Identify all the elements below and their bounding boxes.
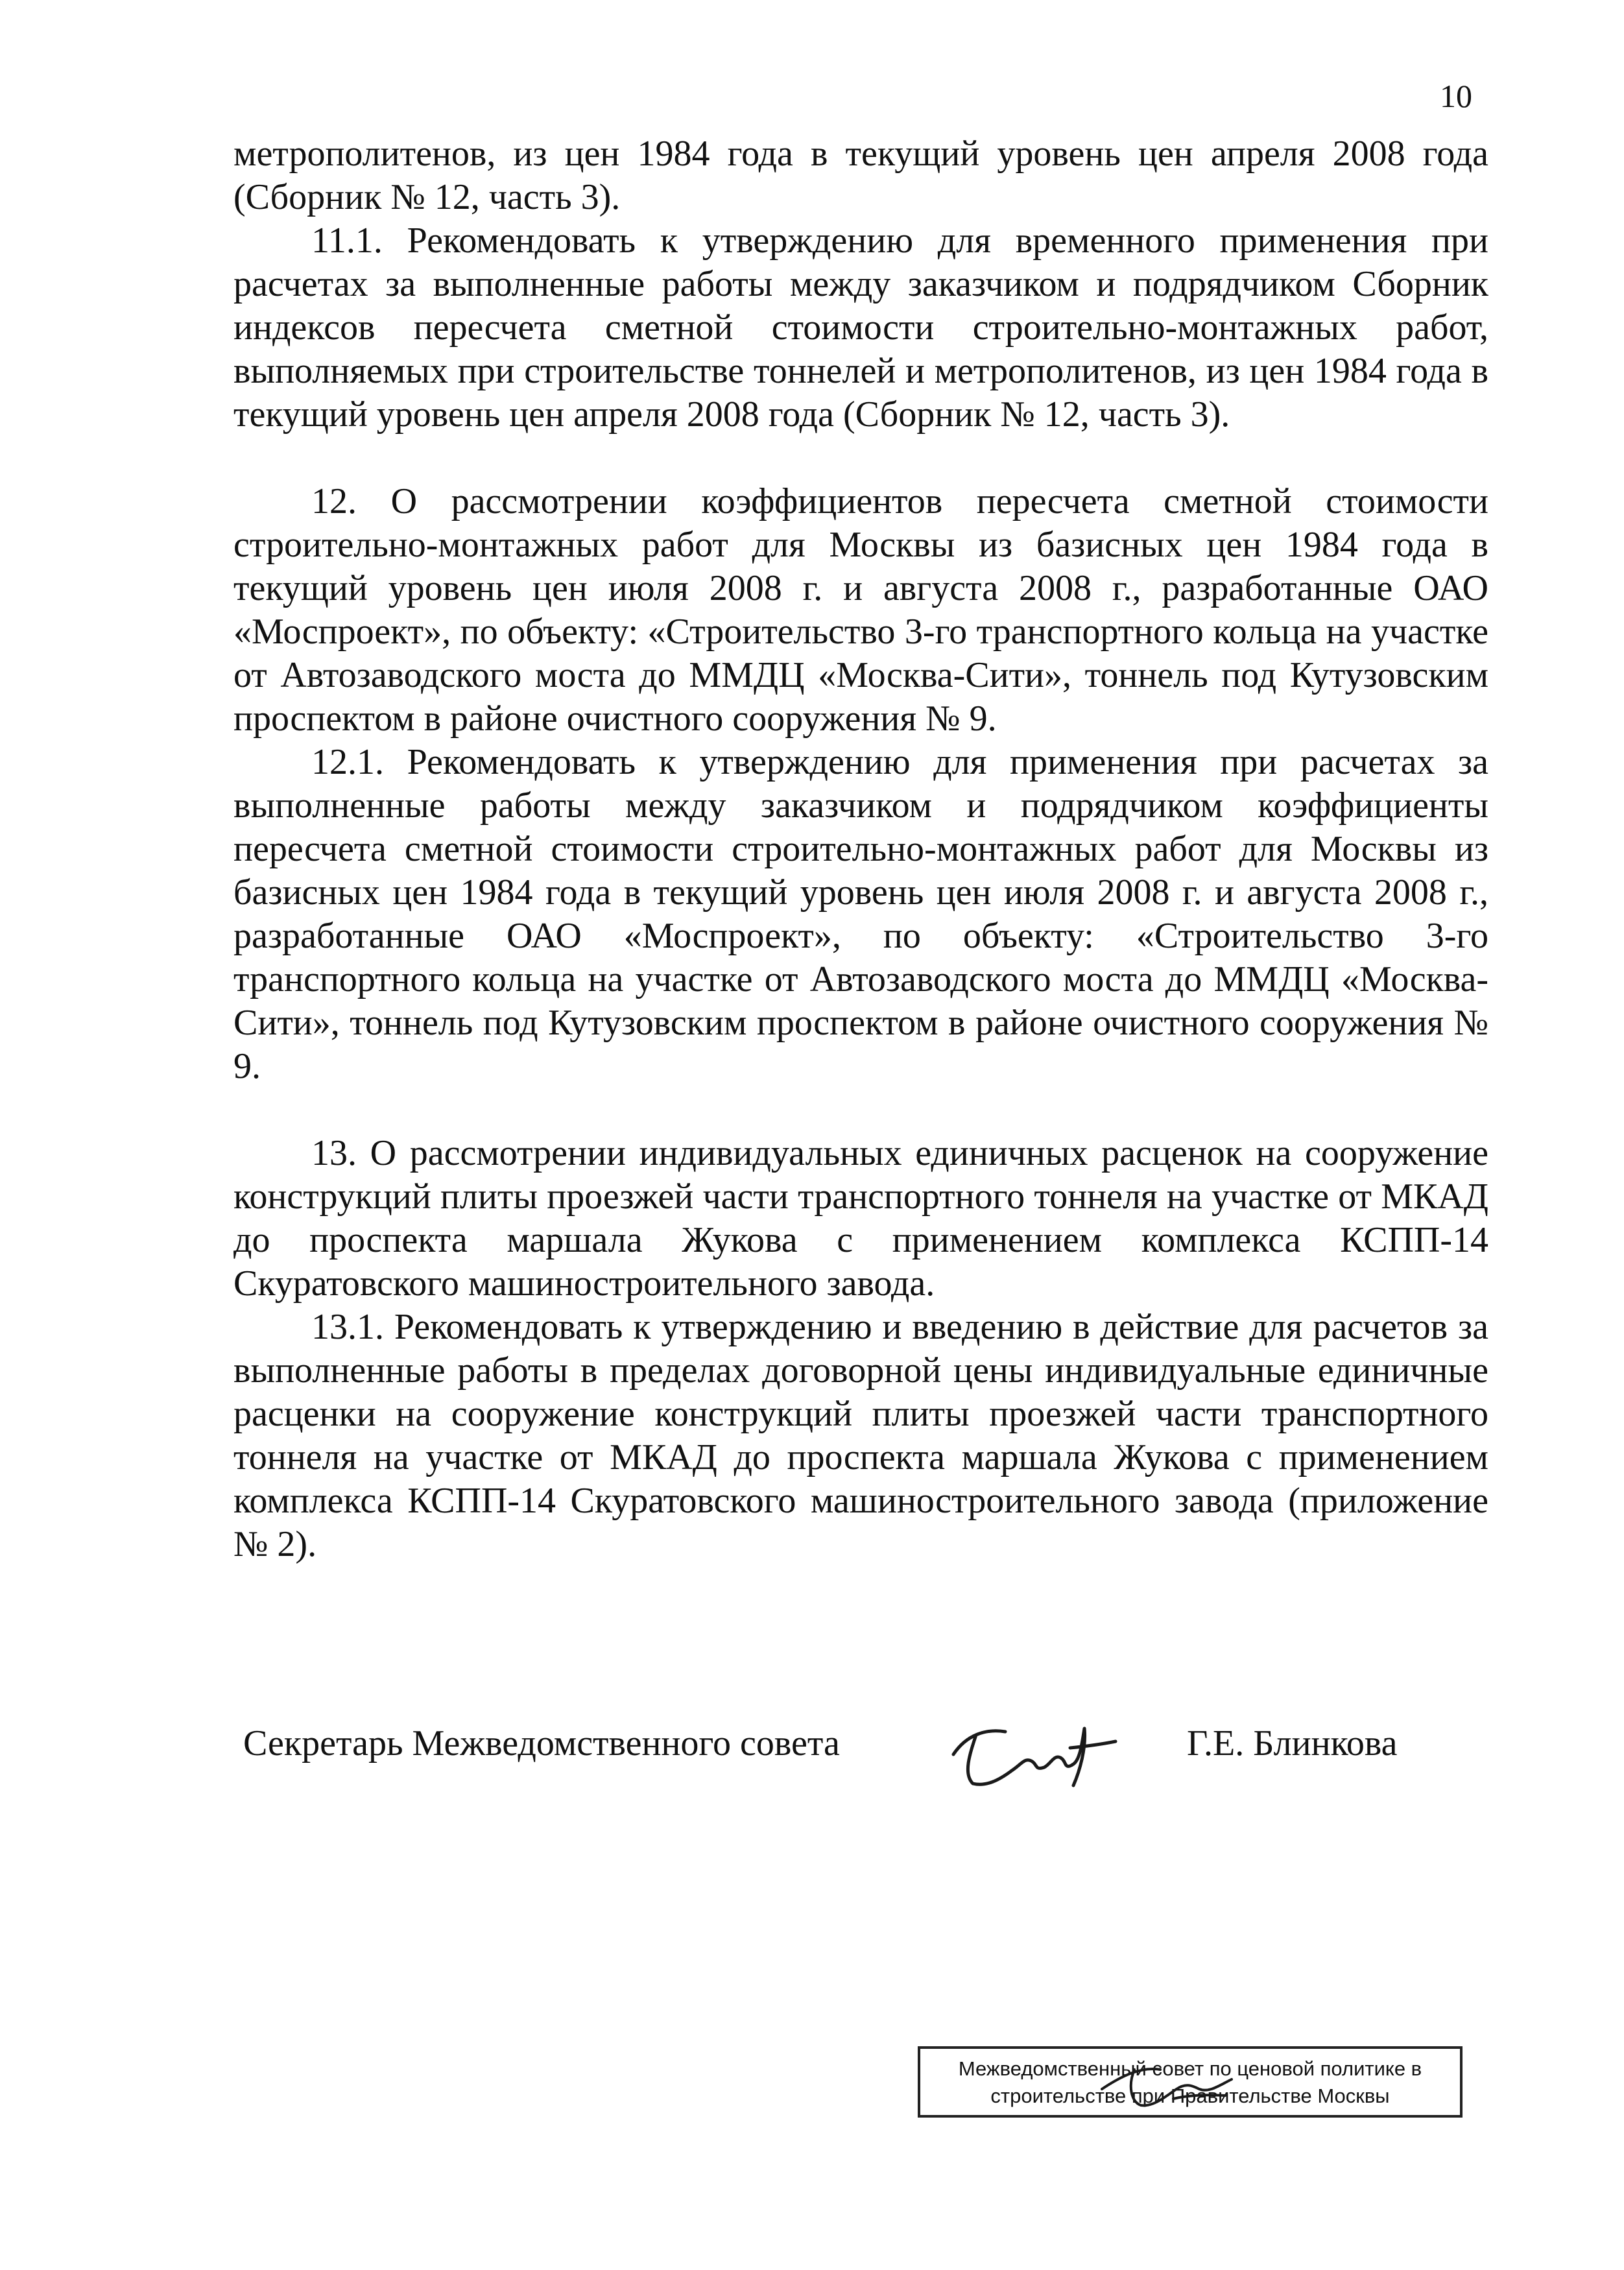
document-body: [233, 132, 1488, 1566]
paragraph-12: 12. О рассмотрении коэффициентов пересчета сметной стоимости строительно-монтажных работ для Москвы из базисных цен 1984 года в текущий уровень цен июля 2008 г. и августа 2008 г., разработанные ОАО «Моспроект», по объекту: «Строительство 3-го транспортного кольца на участке от Автозаводского моста до ММДЦ «Москва-Сити», тоннель под Кутузовским проспектом в районе очистного сооружения № 9.: [233, 481, 1488, 739]
paragraph-12-1: 12.1. Рекомендовать к утверждению для применения при расчетах за выполненные работы между заказчиком и подрядчиком коэффициенты пересчета сметной стоимости строительно-монтажных работ для Москвы из базисных цен 1984 года в текущий уровень цен июля 2008 г. и августа 2008 г., разработанные ОАО «Моспроект», по объекту: «Строительство 3-го транспортного кольца на участке от Автозаводского моста до ММДЦ «Москва-Сити», тоннель под Кутузовским проспектом в районе очистного сооружения № 9.: [233, 742, 1488, 1086]
paragraph-13: 13. О рассмотрении индивидуальных единичных расценок на сооружение конструкций плиты проезжей части транспортного тоннеля на участке от МКАД до проспекта маршала Жукова с применением комплекса КСПП-14 Скуратовского машиностроительного завода.: [233, 1133, 1488, 1304]
signatory-name: Г.Е. Блинкова: [1187, 1723, 1398, 1763]
signatory-title: Секретарь Межведомственного совета: [243, 1723, 840, 1763]
page-number: 10: [1440, 78, 1472, 114]
paragraph-13-1: 13.1. Рекомендовать к утверждению и введению в действие для расчетов за выполненные работы в пределах договорной цены индивидуальные единичные расценки на сооружение конструкций плиты проезжей части транспортного тоннеля на участке от МКАД до проспекта маршала Жукова с применением комплекса КСПП-14 Скуратовского машиностроительного завода (приложение № 2).: [233, 1307, 1488, 1564]
paragraph-continuation: метрополитенов, из цен 1984 года в текущий уровень цен апреля 2008 года (Сборник № 12, часть 3).: [233, 134, 1488, 217]
stamp-line-2: строительстве при Правительстве Москвы: [990, 2085, 1390, 2107]
signature-scribble-icon: [940, 1709, 1122, 1793]
stamp-line-1: Межведомственный совет по ценовой политике в: [958, 2057, 1422, 2080]
paragraph-11-1: 11.1. Рекомендовать к утверждению для временного применения при расчетах за выполненные работы между заказчиком и подрядчиком Сборник индексов пересчета сметной стоимости строительно-монтажных работ, выполняемых при строительстве тоннелей и метрополитенов, из цен 1984 года в текущий уровень цен апреля 2008 года (Сборник № 12, часть 3).: [233, 221, 1488, 435]
stamp-signature-icon: [1095, 2050, 1238, 2115]
signature-block: [243, 1709, 1475, 1800]
council-stamp: [918, 2046, 1463, 2118]
